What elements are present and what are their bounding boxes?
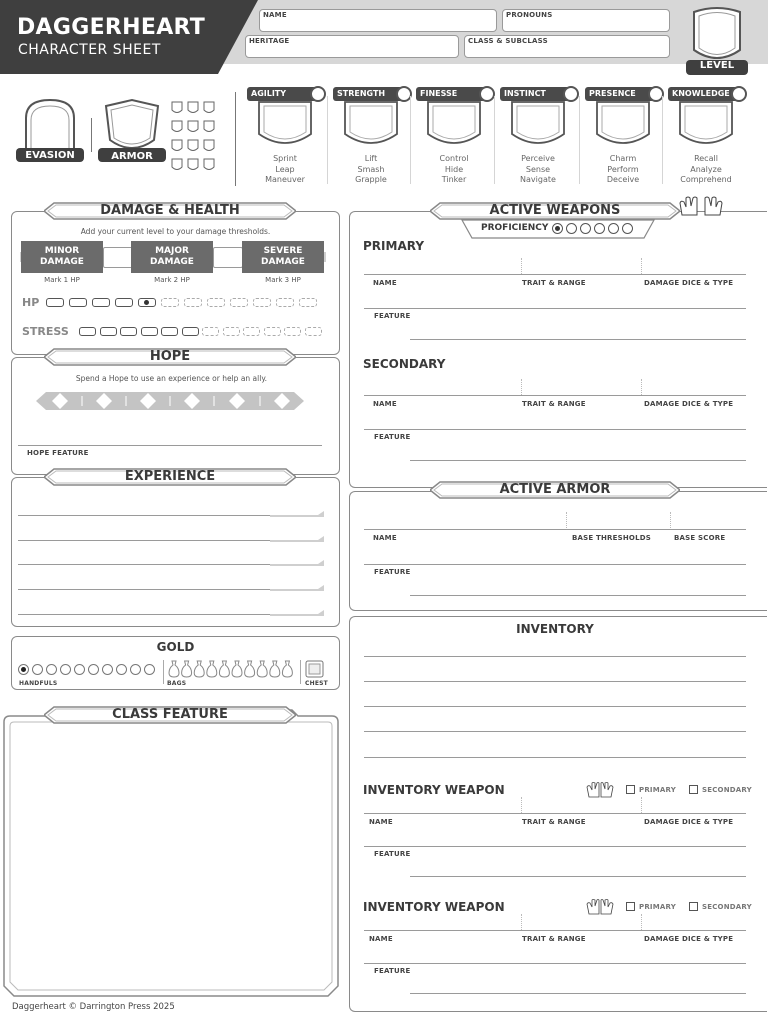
primary-weapon-title: PRIMARY	[363, 239, 425, 253]
class-feature-title: CLASS FEATURE	[112, 707, 228, 722]
trait-4-shield-icon[interactable]	[593, 100, 653, 152]
hp-slot[interactable]	[46, 298, 64, 307]
experience-line[interactable]	[18, 614, 270, 615]
trait-3-shield-icon[interactable]	[508, 100, 568, 152]
active-armor-banner	[430, 480, 680, 500]
gold-handful-slot[interactable]	[60, 664, 71, 675]
gold-bags[interactable]	[166, 659, 296, 679]
trait-4-actions	[593, 154, 653, 186]
secondary-col-trait: TRAIT & RANGE	[522, 400, 586, 408]
handfuls-label: HANDFULS	[19, 680, 58, 687]
inventory-weapon-2-feature-line-2[interactable]	[410, 993, 746, 994]
trait-separator	[410, 96, 411, 184]
heritage-field[interactable]	[245, 35, 459, 58]
trait-2-label: FINESSE	[416, 87, 486, 101]
armor-feature-line-1[interactable]	[364, 564, 746, 565]
gold-handful-slot[interactable]	[74, 664, 85, 675]
secondary-divider-2	[641, 379, 642, 395]
hope-feature-label: HOPE FEATURE	[27, 449, 89, 457]
trait-2-action-1: Hide	[444, 164, 464, 174]
trait-1-shield-icon[interactable]	[341, 100, 401, 152]
secondary-feature-label: FEATURE	[374, 433, 411, 441]
experience-banner	[44, 467, 296, 487]
damage-health-title: DAMAGE & HEALTH	[100, 203, 240, 218]
trait-separator	[327, 96, 328, 184]
chest-icon[interactable]	[305, 659, 325, 679]
secondary-divider-1	[521, 379, 522, 395]
inventory-weapon-2-col-name: NAME	[369, 935, 393, 943]
trait-0-actions	[255, 154, 315, 186]
experience-modifier-box[interactable]	[270, 509, 326, 519]
secondary-weapon-title: SECONDARY	[363, 357, 446, 371]
armor-divider-1	[566, 512, 567, 528]
gold-handful-slot[interactable]	[130, 664, 141, 675]
proficiency-dot[interactable]	[566, 223, 577, 234]
minor-line2: DAMAGE	[40, 257, 84, 267]
primary-feature-line-2[interactable]	[410, 339, 746, 340]
inventory-line[interactable]	[364, 656, 746, 657]
trait-5-actions	[676, 154, 736, 186]
hp-slot[interactable]	[207, 298, 225, 307]
minor-damage-box	[21, 241, 103, 273]
inventory-weapon-1-name-line[interactable]	[364, 813, 746, 814]
class-feature-banner	[44, 705, 296, 725]
inventory-weapon-2-name-line[interactable]	[364, 930, 746, 931]
hp-slot[interactable]	[69, 298, 87, 307]
stress-slot[interactable]	[182, 327, 199, 336]
sheet-title: DAGGERHEART	[17, 15, 206, 40]
inventory-panel	[349, 616, 767, 1012]
inventory-weapon-1-feature-label: FEATURE	[374, 850, 411, 858]
minor-major-threshold-input[interactable]	[103, 247, 133, 268]
trait-4-action-0: Charm	[609, 154, 637, 163]
experience-modifier-box[interactable]	[270, 608, 326, 618]
trait-2-action-0: Control	[439, 154, 469, 163]
inventory-weapon-1-col-damage: DAMAGE DICE & TYPE	[644, 818, 734, 826]
hp-slot[interactable]	[184, 298, 202, 307]
experience-modifier-box[interactable]	[270, 558, 326, 568]
stress-slot[interactable]	[161, 327, 178, 336]
trait-0-label: AGILITY	[247, 87, 317, 101]
stress-slot[interactable]	[120, 327, 137, 336]
gold-handful-slot[interactable]	[46, 664, 57, 675]
hope-instruction: Spend a Hope to use an experience or help an ally.	[75, 374, 268, 383]
gold-handful-slot[interactable]	[88, 664, 99, 675]
trait-0-shield-icon[interactable]	[255, 100, 315, 152]
class-subclass-field[interactable]	[464, 35, 670, 58]
inventory-weapon-1-feature-line-1[interactable]	[364, 846, 746, 847]
level-label: LEVEL	[699, 60, 735, 71]
trait-5-action-1: Analyze	[690, 164, 722, 174]
trait-4-action-1: Perform	[607, 164, 639, 174]
inventory-title: INVENTORY	[516, 622, 594, 636]
inventory-weapon-2-feature-label: FEATURE	[374, 967, 411, 975]
inventory-weapon-1-title: INVENTORY WEAPON	[363, 783, 505, 797]
class-subclass-field-label: CLASS & SUBCLASS	[468, 37, 548, 45]
hope-track[interactable]	[32, 390, 308, 412]
secondary-feature-line-1[interactable]	[364, 429, 746, 430]
damage-instruction: Add your current level to your damage thresholds.	[80, 227, 271, 236]
pronouns-field-label: PRONOUNS	[506, 11, 553, 19]
active-weapons-title: ACTIVE WEAPONS	[489, 203, 621, 218]
trait-1-actions	[341, 154, 401, 186]
hp-label: HP	[22, 296, 40, 309]
inventory-weapon-2-primary-label: PRIMARY	[639, 903, 676, 911]
stress-slot[interactable]	[305, 327, 322, 336]
trait-1-action-1: Smash	[357, 164, 385, 174]
major-line2: DAMAGE	[150, 257, 194, 267]
stress-slot[interactable]	[243, 327, 260, 336]
secondary-name-line[interactable]	[364, 395, 746, 396]
armor-col-thresholds: BASE THRESHOLDS	[572, 534, 651, 542]
primary-col-name: NAME	[373, 279, 397, 287]
stress-slot[interactable]	[223, 327, 240, 336]
experience-title: EXPERIENCE	[124, 469, 216, 484]
trait-2-shield-icon[interactable]	[424, 100, 484, 152]
armor-label: ARMOR	[111, 151, 153, 162]
handful-mark-dot	[21, 667, 26, 672]
experience-panel	[11, 477, 340, 627]
secondary-feature-line-2[interactable]	[410, 460, 746, 461]
experience-modifier-box[interactable]	[270, 583, 326, 593]
trait-4-label: PRESENCE	[585, 87, 655, 101]
hp-slot[interactable]	[230, 298, 248, 307]
trait-1-action-0: Lift	[364, 154, 378, 163]
proficiency-mark	[555, 226, 560, 231]
footer-copyright: Daggerheart © Darrington Press 2025	[12, 1002, 175, 1012]
hp-slot[interactable]	[92, 298, 110, 307]
traits-divider	[235, 92, 236, 186]
primary-divider-1	[521, 258, 522, 274]
inventory-weapon-2-feature-line-1[interactable]	[364, 963, 746, 964]
trait-1-label: STRENGTH	[333, 87, 403, 101]
gold-handful-slot[interactable]	[144, 664, 155, 675]
armor-col-name: NAME	[373, 534, 397, 542]
severe-damage-box	[242, 241, 324, 273]
experience-line[interactable]	[18, 564, 270, 565]
stress-slot[interactable]	[284, 327, 301, 336]
trait-separator	[579, 96, 580, 184]
trait-5-action-0: Recall	[694, 154, 718, 163]
hp-slot[interactable]	[253, 298, 271, 307]
inventory-weapon-2-divider-2	[641, 914, 642, 930]
primary-feature-line-1[interactable]	[364, 308, 746, 309]
severe-mark-text: Mark 3 HP	[265, 276, 301, 284]
major-line1: MAJOR	[155, 246, 189, 256]
minor-mark-text: Mark 1 HP	[44, 276, 80, 284]
trait-3-action-1: Sense	[525, 164, 551, 174]
primary-divider-2	[641, 258, 642, 274]
evasion-label: EVASION	[25, 150, 75, 161]
stress-slot[interactable]	[79, 327, 96, 336]
inventory-weapon-2-hands-icon	[586, 898, 614, 916]
hp-slot[interactable]	[115, 298, 133, 307]
primary-col-trait: TRAIT & RANGE	[522, 279, 586, 287]
inventory-weapon-1-primary-checkbox[interactable]	[626, 785, 635, 794]
hp-slot[interactable]	[299, 298, 317, 307]
hp-mark-dot	[144, 300, 149, 305]
inventory-weapon-1-primary-label: PRIMARY	[639, 786, 676, 794]
chest-label: CHEST	[305, 680, 328, 687]
inventory-weapon-1-secondary-label: SECONDARY	[702, 786, 752, 794]
secondary-col-name: NAME	[373, 400, 397, 408]
experience-line[interactable]	[18, 540, 270, 541]
severe-line1: SEVERE	[263, 246, 303, 256]
pronouns-field[interactable]	[502, 9, 670, 32]
inventory-weapon-1-divider-2	[641, 797, 642, 813]
active-armor-title: ACTIVE ARMOR	[499, 482, 611, 497]
gold-handful-slot[interactable]	[102, 664, 113, 675]
inventory-weapon-1-feature-line-2[interactable]	[410, 876, 746, 877]
armor-col-score: BASE SCORE	[674, 534, 726, 542]
armor-divider-2	[670, 512, 671, 528]
primary-col-damage: DAMAGE DICE & TYPE	[644, 279, 734, 287]
secondary-col-damage: DAMAGE DICE & TYPE	[644, 400, 734, 408]
armor-feature-label: FEATURE	[374, 568, 411, 576]
hands-icon	[678, 195, 724, 219]
active-armor-panel	[349, 491, 767, 611]
inventory-line[interactable]	[364, 757, 746, 758]
trait-2-actions	[424, 154, 484, 186]
hp-slot[interactable]	[161, 298, 179, 307]
primary-name-line[interactable]	[364, 274, 746, 275]
hp-slot[interactable]	[276, 298, 294, 307]
class-feature-area[interactable]	[16, 730, 328, 986]
inventory-weapon-2-secondary-label: SECONDARY	[702, 903, 752, 911]
hp-slot[interactable]	[138, 298, 156, 307]
trait-3-label: INSTINCT	[500, 87, 570, 101]
armor-name-line[interactable]	[364, 529, 746, 530]
trait-0-action-0: Sprint	[273, 154, 297, 163]
gold-handful-slot[interactable]	[116, 664, 127, 675]
bags-label: BAGS	[167, 680, 187, 687]
trait-3-action-0: Perceive	[521, 154, 555, 163]
armor-slots[interactable]	[170, 100, 220, 176]
gold-divider-1	[163, 660, 164, 684]
name-field-label: NAME	[263, 11, 287, 19]
inventory-weapon-1-col-trait: TRAIT & RANGE	[522, 818, 586, 826]
defense-divider	[91, 118, 92, 152]
heritage-field-label: HERITAGE	[249, 37, 290, 45]
inventory-weapon-2-col-damage: DAMAGE DICE & TYPE	[644, 935, 734, 943]
trait-0-action-2: Maneuver	[265, 175, 305, 184]
inventory-weapon-1-secondary-checkbox[interactable]	[689, 785, 698, 794]
experience-line[interactable]	[18, 515, 270, 516]
major-severe-threshold-input[interactable]	[213, 247, 243, 268]
hope-banner	[44, 347, 296, 367]
primary-feature-label: FEATURE	[374, 312, 411, 320]
trait-3-actions	[508, 154, 568, 186]
trait-4-action-2: Deceive	[606, 175, 640, 184]
inventory-weapon-2-divider-1	[521, 914, 522, 930]
trait-1-action-2: Grapple	[355, 175, 387, 184]
stress-slot[interactable]	[264, 327, 281, 336]
inventory-weapon-1-col-name: NAME	[369, 818, 393, 826]
proficiency-label: PROFICIENCY	[481, 223, 549, 233]
inventory-weapon-2-col-trait: TRAIT & RANGE	[522, 935, 586, 943]
gold-divider-2	[300, 660, 301, 684]
inventory-line[interactable]	[364, 731, 746, 732]
gold-handful-slot[interactable]	[32, 664, 43, 675]
experience-line[interactable]	[18, 589, 270, 590]
trait-5-action-2: Comprehend	[680, 175, 732, 184]
proficiency-dot[interactable]	[594, 223, 605, 234]
proficiency-dot[interactable]	[552, 223, 563, 234]
inventory-weapon-2-primary-checkbox[interactable]	[626, 902, 635, 911]
inventory-weapon-1-divider-1	[521, 797, 522, 813]
proficiency-dot[interactable]	[580, 223, 591, 234]
proficiency-dot[interactable]	[622, 223, 633, 234]
sheet-subtitle: CHARACTER SHEET	[18, 42, 161, 58]
inventory-weapon-2-secondary-checkbox[interactable]	[689, 902, 698, 911]
trait-5-label: KNOWLEDGE	[668, 87, 738, 101]
inventory-line[interactable]	[364, 681, 746, 682]
stress-slot[interactable]	[141, 327, 158, 336]
stress-slot[interactable]	[202, 327, 219, 336]
experience-modifier-box[interactable]	[270, 534, 326, 544]
proficiency-dot[interactable]	[608, 223, 619, 234]
major-mark-text: Mark 2 HP	[154, 276, 190, 284]
gold-title: GOLD	[156, 640, 195, 654]
hope-feature-line[interactable]	[18, 445, 322, 446]
damage-health-banner	[44, 201, 296, 221]
trait-3-action-2: Navigate	[520, 175, 556, 184]
inventory-line[interactable]	[364, 706, 746, 707]
severe-line2: DAMAGE	[261, 257, 305, 267]
inventory-weapon-1-hands-icon	[586, 781, 614, 799]
major-damage-box	[131, 241, 213, 273]
stress-slot[interactable]	[100, 327, 117, 336]
trait-5-shield-icon[interactable]	[676, 100, 736, 152]
trait-2-action-2: Tinker	[441, 175, 467, 184]
gold-handful-slot[interactable]	[18, 664, 29, 675]
name-field[interactable]	[259, 9, 497, 32]
minor-line1: MINOR	[44, 246, 80, 256]
trait-separator	[494, 96, 495, 184]
trait-0-action-1: Leap	[275, 164, 295, 174]
armor-feature-line-2[interactable]	[410, 595, 746, 596]
stress-label: STRESS	[22, 325, 69, 338]
trait-separator	[662, 96, 663, 184]
hope-title: HOPE	[149, 349, 191, 364]
inventory-weapon-2-title: INVENTORY WEAPON	[363, 900, 505, 914]
